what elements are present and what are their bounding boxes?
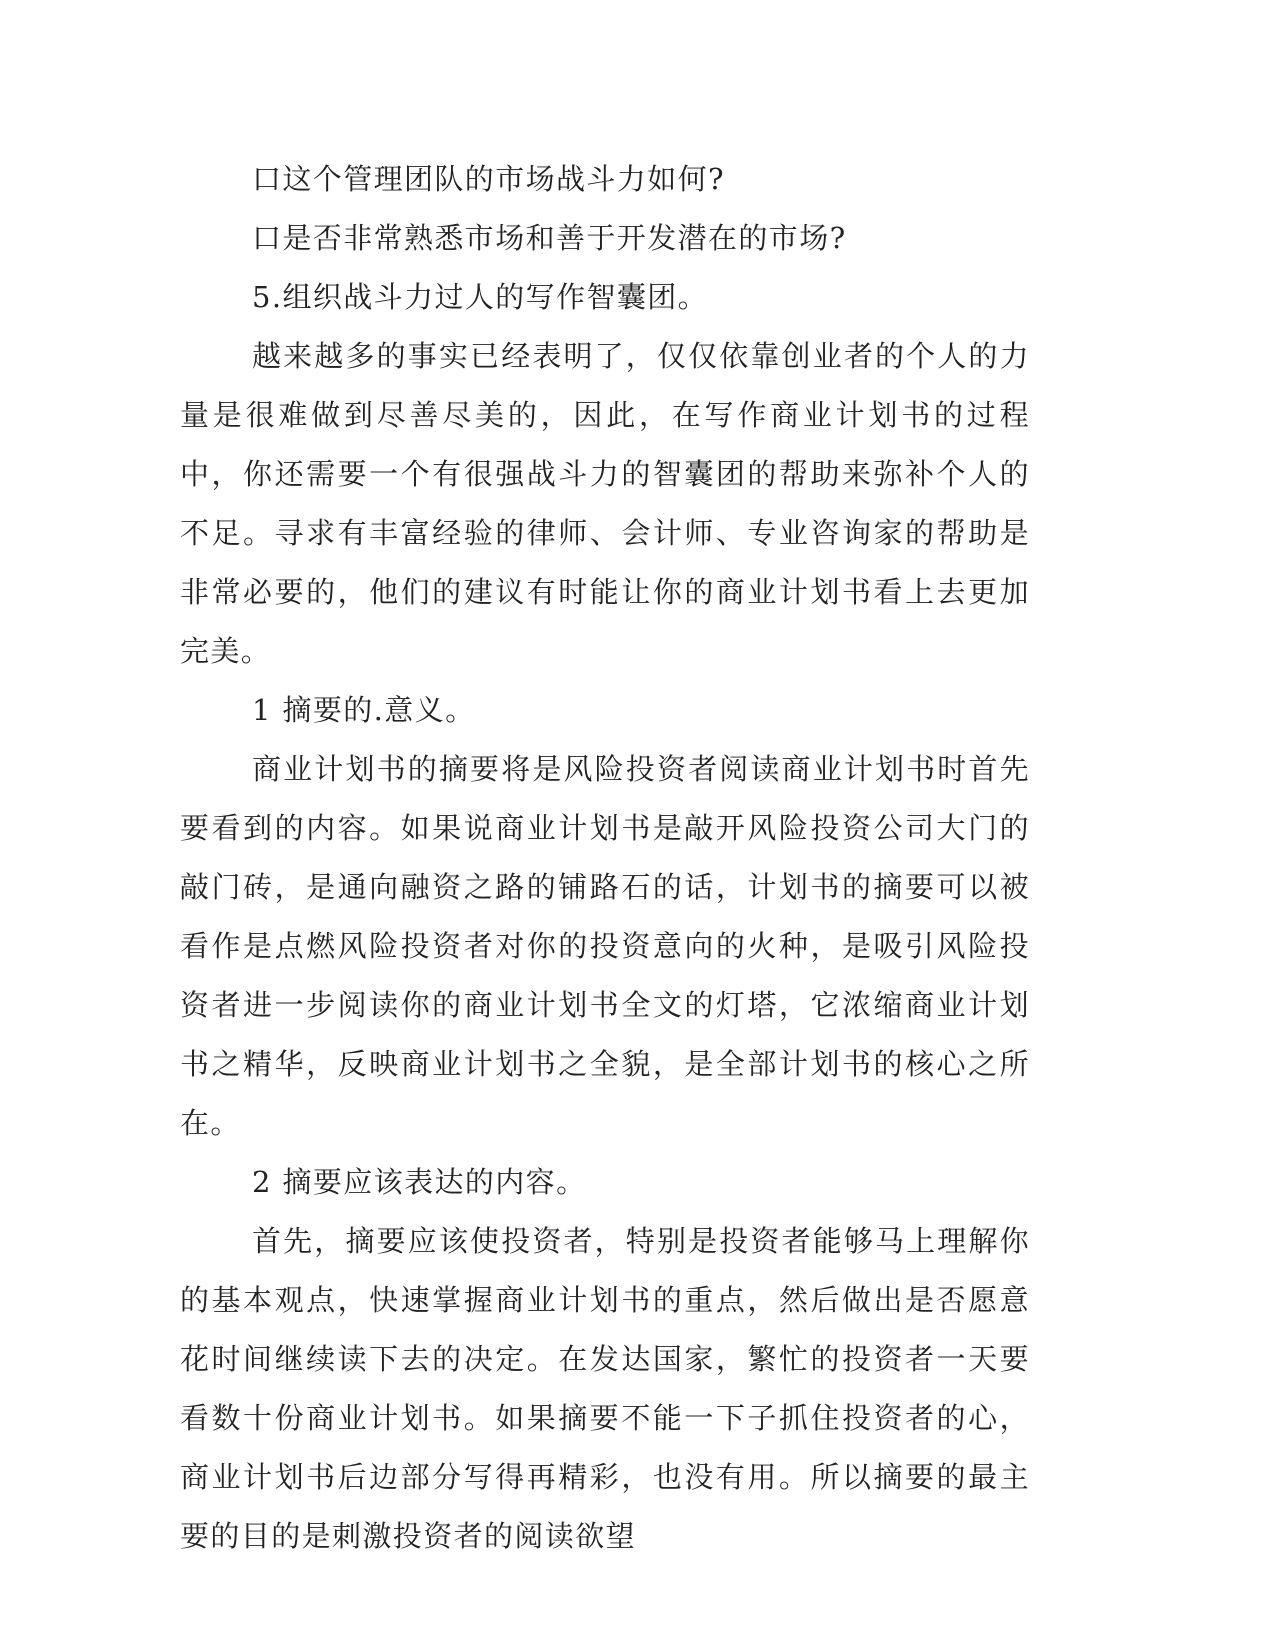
paragraph-summary-meaning: 商业计划书的摘要将是风险投资者阅读商业计划书时首先要看到的内容。如果说商业计划书是敲开风险投资公司大门的敲门砖，是通向融资之路的铺路石的话，计划书的摘要可以被看作是点燃风险投资者对你的投资意向的火种，是吸引风险投资者进一步阅读你的商业计划书全文的灯塔，它浓缩商业计划书之精华，反映商业计划书之全貌，是全部计划书的核心之所在。 [180, 752, 1030, 1140]
section-heading-think-tank: 5.组织战斗力过人的写作智囊团。 [252, 280, 709, 314]
paragraph-think-tank: 越来越多的事实已经表明了，仅仅依靠创业者的个人的力量是很难做到尽善尽美的，因此，在写作商业计划书的过程中，你还需要一个有很强战斗力的智囊团的帮助来弥补个人的不足。寻求有丰富经验的律师、会计师、专业咨询家的帮助是非常必要的，他们的建议有时能让你的商业计划书看上去更加完美。 [180, 339, 1030, 668]
paragraph-summary-content: 首先，摘要应该使投资者，特别是投资者能够马上理解你的基本观点，快速掌握商业计划书的重点，然后做出是否愿意花时间继续读下去的决定。在发达国家，繁忙的投资者一天要看数十份商业计划书。如果摘要不能一下子抓住投资者的心，商业计划书后边部分写得再精彩，也没有用。所以摘要的最主要的目的是刺激投资者的阅读欲望 [180, 1224, 1030, 1553]
checklist-item-market-knowledge: 口是否非常熟悉市场和善于开发潜在的市场? [252, 221, 847, 255]
section-heading-summary-content: 2 摘要应该表达的内容。 [252, 1165, 587, 1199]
checklist-item-team-strength: 口这个管理团队的市场战斗力如何? [252, 162, 725, 196]
document-body [180, 150, 1030, 1566]
section-heading-summary-meaning: 1 摘要的.意义。 [252, 693, 476, 727]
